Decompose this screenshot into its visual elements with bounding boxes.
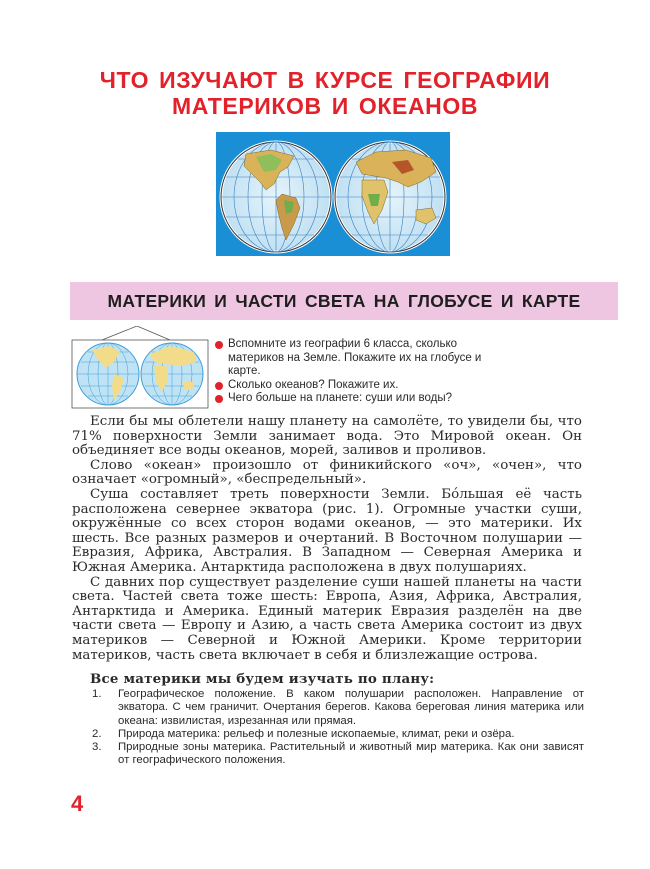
page-title-line-1: ЧТО ИЗУЧАЮТ В КУРСЕ ГЕОГРАФИИ bbox=[99, 67, 551, 93]
plan-item-number: 2. bbox=[92, 727, 102, 740]
red-bullet-icon bbox=[215, 341, 223, 349]
paragraph: Суша составляет треть поверхности Земли. Бóльшая её часть расположена севернее экватора (рис. 1). Огромные участки суши, окружённые со всех сторон водами океанов, — это материки. Их шесть. Все разных размеров и очертаний. В Восточном полушарии — Евразия, Африка, Австралия. В Западном — Северная Америка и Южная Америка. Антарктида расположена в двух полушариях. bbox=[72, 486, 582, 575]
section-heading-banner bbox=[70, 282, 618, 320]
paragraph: Слово «океан» произошло от финикийского «оч», «очен», что означает «огромный», «беспредельный». bbox=[72, 457, 582, 488]
hemispheres-wall-map-icon bbox=[70, 326, 210, 410]
main-text bbox=[72, 415, 582, 663]
plan-item-text: Природа материка: рельеф и полезные ископаемые, климат, реки и озёра. bbox=[118, 727, 515, 740]
page-title bbox=[0, 67, 650, 119]
plan-item bbox=[92, 688, 584, 728]
wall-map-illustration bbox=[70, 326, 210, 410]
review-question bbox=[214, 392, 514, 406]
plan-item bbox=[92, 741, 584, 768]
plan-heading: Все материки мы будем изучать по плану: bbox=[90, 671, 435, 687]
red-bullet-icon bbox=[215, 382, 223, 390]
paragraph: С давних пор существует разделение суши нашей планеты на части света. Частей света тоже шесть: Европа, Азия, Африка, Австралия, Антарктида и Америка. Единый материк Евразия разделён на две части света — Европу и Азию, а часть света Америка состоит из двух материков — Северной и Южной Америки. Кроме территории материков, часть света включает в себя и близлежащие острова. bbox=[72, 574, 582, 663]
review-question-text: Чего больше на планете: суши или воды? bbox=[228, 392, 452, 404]
review-question bbox=[214, 379, 514, 393]
plan-item-text: Природные зоны материка. Растительный и животный мир материка. Как они зависят от географического положения. bbox=[118, 741, 584, 767]
plan-item-number: 1. bbox=[92, 688, 102, 700]
review-questions-list bbox=[214, 338, 514, 406]
review-question-text: Вспомните из географии 6 класса, сколько материков на Земле. Покажите их на глобусе и карте. bbox=[228, 338, 482, 377]
section-heading: МАТЕРИКИ И ЧАСТИ СВЕТА НА ГЛОБУСЕ И КАРТЕ bbox=[107, 290, 581, 311]
review-question bbox=[214, 338, 514, 379]
page-number: 4 bbox=[71, 791, 84, 816]
study-plan-list bbox=[92, 688, 584, 768]
plan-item-text: Географическое положение. В каком полушарии расположен. Направление от экватора. С чем граничит. Очертания берегов. Какова береговая линия материка или океана: извилистая, изрезанная или прямая. bbox=[118, 688, 584, 727]
review-question-text: Сколько океанов? Покажите их. bbox=[228, 378, 399, 391]
page-title-line-2: МАТЕРИКОВ И ОКЕАНОВ bbox=[171, 93, 479, 119]
plan-item-number: 3. bbox=[92, 741, 102, 754]
hemispheres-physical-map bbox=[216, 132, 450, 256]
plan-item bbox=[92, 728, 584, 741]
paragraph: Если бы мы облетели нашу планету на самолёте, то увидели бы, что 71% поверхности Земли занимает вода. Это Мировой океан. Он объединяет все воды океанов, морей, заливов и проливов. bbox=[72, 414, 582, 459]
red-bullet-icon bbox=[215, 395, 223, 403]
physical-map-of-hemispheres-icon bbox=[216, 132, 450, 256]
